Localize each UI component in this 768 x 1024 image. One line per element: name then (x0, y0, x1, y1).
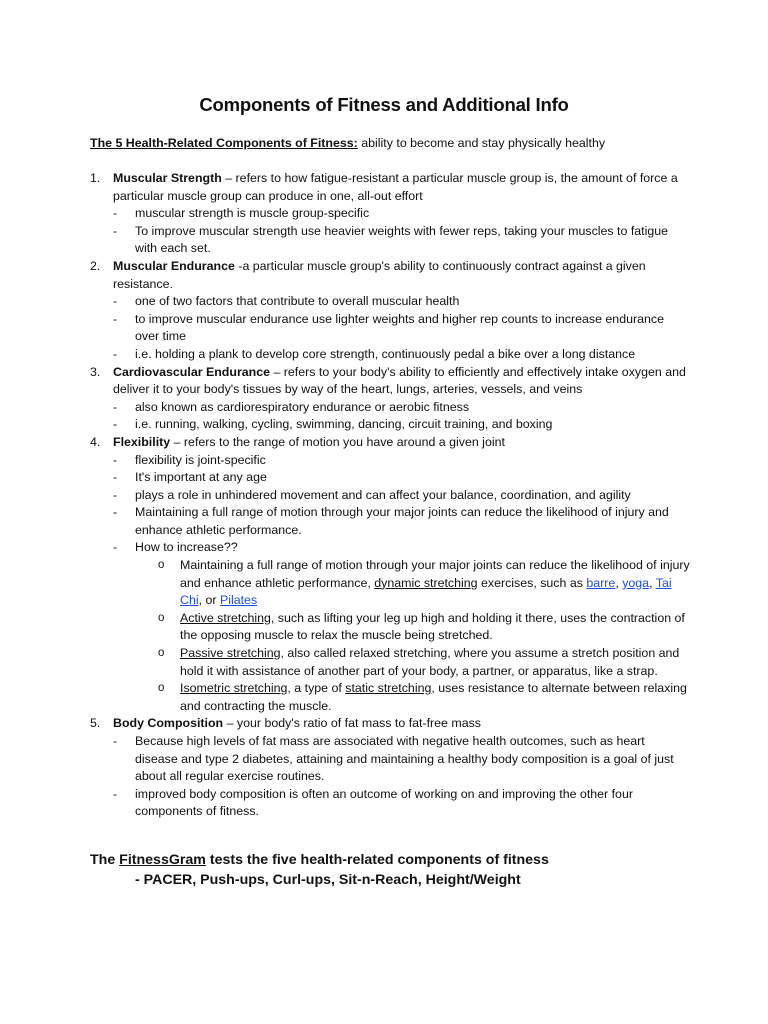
bullet-item (113, 504, 690, 539)
bullet-text: also known as cardiorespiratory endurance or aerobic fitness (135, 399, 470, 414)
bullet-item (113, 223, 690, 258)
bullet-text: i.e. holding a plank to develop core strength, continuously pedal a bike over a long distance (135, 346, 636, 361)
fitnessgram-text: tests the five health-related components of fitness (205, 852, 549, 868)
bullet-item (113, 399, 690, 417)
page-title: Components of Fitness and Additional Info (199, 94, 569, 115)
bullet-text: i.e. running, walking, cycling, swimming, dancing, circuit training, and boxing (135, 417, 553, 432)
dash-marker: - (113, 417, 118, 432)
method-text: exercises, such as (477, 575, 587, 590)
tai-chi-link[interactable]: Tai Chi (180, 575, 672, 608)
dash-marker: - (113, 786, 118, 801)
bullet-item (113, 733, 690, 786)
bullet-text: plays a role in unhindered movement and can affect your balance, coordination, and agility (135, 487, 631, 502)
component-item (90, 258, 690, 293)
bullet-item (113, 416, 690, 434)
component-name: Body Composition (113, 716, 224, 731)
intro-line (90, 136, 605, 150)
dash-marker: - (113, 505, 118, 520)
component-item (90, 434, 690, 452)
method-term: Active stretching (180, 610, 271, 625)
item-number: 2. (90, 258, 101, 273)
bullet-item (113, 487, 690, 505)
component-name: Flexibility (113, 434, 171, 449)
item-number: 5. (90, 716, 101, 731)
component-item (90, 170, 690, 205)
dash-marker: - (113, 452, 118, 467)
component-desc: -a particular muscle group's ability to continuously contract against a given resistance. (113, 258, 646, 291)
component-desc: – refers to the range of motion you have around a given joint (170, 434, 505, 449)
bullet-text: flexibility is joint-specific (135, 452, 266, 467)
dash-marker: - (113, 470, 118, 485)
method-term: Passive stretching (180, 646, 281, 661)
method-item (158, 557, 690, 610)
component-desc: – refers to your body's ability to efficiently and effectively intake oxygen and deliver it to your body's tissues by way of the heart, lungs, arteries, vessels, and veins (113, 364, 686, 397)
bullet-text: one of two factors that contribute to overall muscular health (135, 294, 460, 309)
component-name: Muscular Endurance (113, 258, 235, 273)
method-term: dynamic stretching (374, 575, 478, 590)
fitnessgram-term: FitnessGram (119, 852, 206, 868)
bullet-list (90, 205, 690, 258)
fitnessgram-section (90, 850, 549, 890)
circle-marker: o (158, 647, 165, 660)
item-number: 3. (90, 364, 101, 379)
dash-marker: - (113, 294, 118, 309)
circle-marker: o (158, 559, 165, 572)
intro-lead: The 5 Health-Related Components of Fitness: (90, 136, 358, 150)
bullet-item (113, 539, 690, 715)
yoga-link[interactable]: yoga (622, 575, 650, 590)
pilates-link[interactable]: Pilates (219, 593, 258, 608)
bullet-item (113, 469, 690, 487)
dash-marker: - (113, 487, 118, 502)
dash-marker: - (113, 223, 118, 238)
circle-marker: o (158, 682, 165, 695)
fitnessgram-heading (90, 850, 549, 870)
method-item (158, 680, 690, 715)
separator: , (649, 575, 656, 590)
dash-marker: - (113, 399, 118, 414)
circle-marker: o (158, 611, 165, 624)
bullet-item (113, 205, 690, 223)
method-text: , such as lifting your leg up high and holding it there, uses the contraction of the opposing muscle to relax the muscle being stretched. (180, 610, 685, 643)
bullet-text: to improve muscular endurance use lighter weights and higher rep counts to increase endurance over time (135, 311, 664, 344)
method-term: static stretching (345, 681, 432, 696)
component-item (90, 364, 690, 399)
method-text: , a type of (287, 681, 346, 696)
component-desc: – refers to how fatigue-resistant a particular muscle group is, the amount of force a particular muscle group can produce in one, all-out effort (113, 171, 678, 203)
component-name: Muscular Strength (113, 171, 222, 185)
bullet-list (90, 733, 690, 821)
barre-link[interactable]: barre (586, 575, 616, 590)
method-item (158, 610, 690, 645)
method-text: , also called relaxed stretching, where you assume a stretch position and hold it with assistance of another part of your body, a partner, or apparatus, like a strap. (180, 646, 680, 678)
bullet-item (113, 786, 690, 821)
dash-marker: - (113, 311, 118, 326)
dash-marker: - (113, 346, 118, 361)
component-name: Cardiovascular Endurance (113, 364, 271, 379)
bullet-list (90, 452, 690, 716)
bullet-item (113, 293, 690, 311)
fitnessgram-text: The (90, 852, 120, 868)
bullet-text: It's important at any age (135, 470, 267, 485)
bullet-list (90, 293, 690, 363)
component-item (90, 715, 690, 733)
separator: , (615, 575, 623, 590)
bullet-text: To improve muscular strength use heavier weights with fewer reps, taking your muscles to fatigue with each set. (135, 223, 669, 256)
component-desc: – your body's ratio of fat mass to fat-free mass (223, 716, 481, 731)
item-number: 4. (90, 434, 101, 449)
method-term: Isometric stretching (180, 681, 288, 696)
components-list (90, 170, 690, 821)
method-item (158, 645, 690, 680)
bullet-text: How to increase?? (135, 540, 238, 555)
item-number: 1. (90, 171, 101, 185)
bullet-item (113, 346, 690, 364)
bullet-list (90, 399, 690, 434)
method-text: Maintaining a full range of motion through your major joints can reduce the likelihood of injury and enhance athletic performance, (180, 558, 690, 590)
bullet-text: Maintaining a full range of motion through your major joints can reduce the likelihood of injury and enhance athletic performance. (135, 505, 669, 537)
bullet-text: muscular strength is muscle group-specific (135, 206, 370, 221)
intro-text: ability to become and stay physically healthy (357, 136, 606, 150)
dash-marker: - (113, 734, 118, 748)
bullet-text: Because high levels of fat mass are associated with negative health outcomes, such as heart disease and type 2 diabetes, attaining and maintaining a healthy body composition is a goal of just about all regular exercise routines. (135, 734, 674, 784)
separator: , or (198, 593, 220, 608)
method-list (135, 557, 690, 715)
dash-marker: - (113, 540, 118, 555)
bullet-text: improved body composition is often an outcome of working on and improving the other four components of fitness. (135, 786, 633, 819)
fitnessgram-tests: - PACER, Push-ups, Curl-ups, Sit-n-Reach, Height/Weight (135, 872, 521, 888)
bullet-item (113, 452, 690, 470)
bullet-item (113, 311, 690, 346)
dash-marker: - (113, 206, 118, 221)
method-text: , uses resistance to alternate between relaxing and contracting the muscle. (180, 681, 687, 713)
